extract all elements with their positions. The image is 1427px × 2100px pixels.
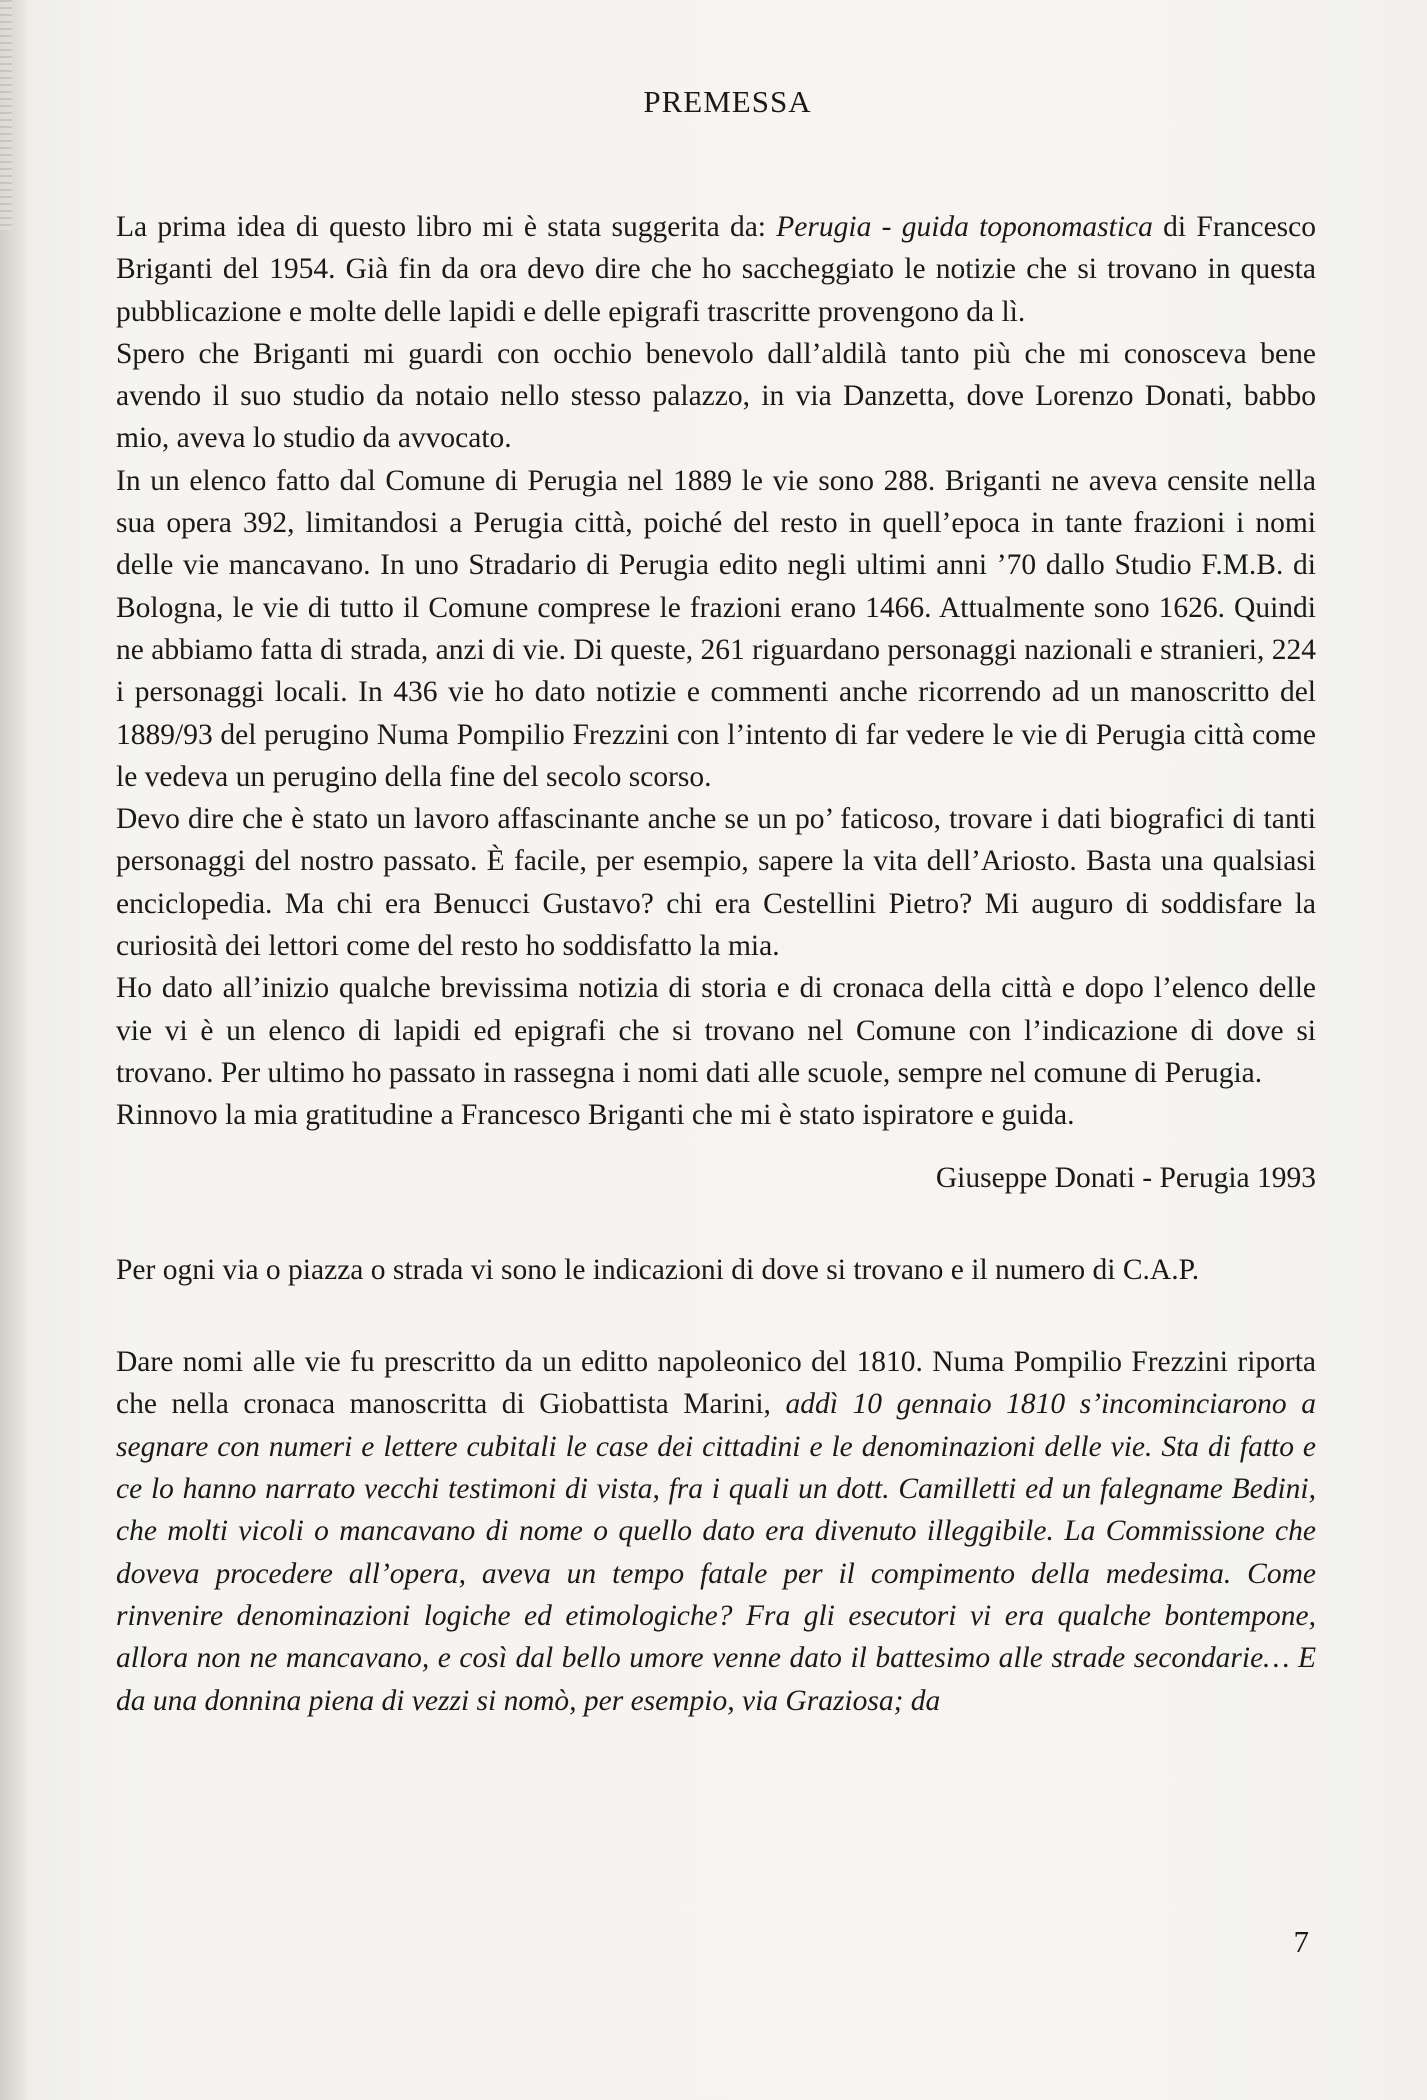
page-title: PREMESSA xyxy=(643,84,812,119)
page-body xyxy=(116,206,1316,1722)
page-number: 7 xyxy=(1293,1924,1309,1959)
author-signature: Giuseppe Donati - Perugia 1993 xyxy=(935,1161,1316,1194)
chronicle-quote: addì 10 gennaio 1810 s’incominciarono a segnare con numeri e lettere cubitali le case dei cittadini e le denominazioni delle vie. Sta di fatto e ce lo hanno narrato vecchi testimoni di vista, fra i quali un dott. Camilletti ed un falegname Bedini, che molti vicoli o mancavano di nome o quello dato era divenuto illeggibile. La Commissione che doveva procedere all’opera, aveva un tempo fatale per il compimento della medesima. Come rinvenire denominazioni logiche ed etimologiche? Fra gli esecutori vi era qualche bontempone, allora non ne mancavano, e così dal bello umore venne dato il battesimo alle strade secondarie… E da una donnina piena di vezzi si nomò, per esempio, via Graziosa; da xyxy=(116,1388,1316,1717)
history-text: Dare nomi alle vie fu prescritto da un editto napoleonico del 1810. Numa Pompilio Frezzini riporta che nella cronaca manoscritta di Giobattista Marini, xyxy=(116,1346,1316,1421)
book-title-reference: Perugia - guida toponomastica xyxy=(776,211,1153,243)
history-paragraph xyxy=(116,1341,1316,1722)
cap-note-paragraph: Per ogni via o piazza o strada vi sono le indicazioni di dove si trovano e il numero di C.A.P. xyxy=(116,1253,1200,1286)
intro-paragraph-1-text-b: di Francesco Briganti del 1954. Già fin da ora devo dire che ho saccheggiato le notizie che si trovano in questa pubblicazione e molte delle lapidi e delle epigrafi trascritte provengono da lì. xyxy=(116,211,1316,328)
intro-paragraph-1-text-a: La prima idea di questo libro mi è stata suggerita da: xyxy=(116,211,777,243)
book-page xyxy=(28,0,1427,2100)
book-binding xyxy=(0,0,28,2100)
intro-paragraph-3: In un elenco fatto dal Comune di Perugia nel 1889 le vie sono 288. Briganti ne aveva censite nella sua opera 392, limitandosi a Perugia città, poiché del resto in quell’epoca in tante frazioni i nomi delle vie mancavano. In uno Stradario di Perugia edito negli ultimi anni ’70 dallo Studio F.M.B. di Bologna, le vie di tutto il Comune comprese le frazioni erano 1466. Attualmente sono 1626. Quindi ne abbiamo fatta di strada, anzi di vie. Di queste, 261 riguardano personaggi nazionali e stranieri, 224 i personaggi locali. In 436 vie ho dato notizie e commenti anche ricorrendo ad un manoscritto del 1889/93 del perugino Numa Pompilio Frezzini con l’intento di far vedere le vie di Perugia città come le vedeva un perugino della fine del secolo scorso. xyxy=(116,464,1316,793)
intro-paragraph-6: Rinnovo la mia gratitudine a Francesco Briganti che mi è stato ispiratore e guida. xyxy=(116,1099,1075,1132)
intro-paragraph-4: Devo dire che è stato un lavoro affascinante anche se un po’ faticoso, trovare i dati biografici di tanti personaggi del nostro passato. È facile, per esempio, sapere la vita dell’Ariosto. Basta una qualsiasi enciclopedia. Ma chi era Benucci Gustavo? chi era Cestellini Pietro? Mi auguro di soddisfare la curiosità dei lettori come del resto ho soddisfatto la mia. xyxy=(116,803,1316,963)
previous-page-edge xyxy=(0,0,12,230)
intro-paragraph-5: Ho dato all’inizio qualche brevissima notizia di storia e di cronaca della città e dopo l’elenco delle vie vi è un elenco di lapidi ed epigrafi che si trovano nel Comune con l’indicazione di dove si trovano. Per ultimo ho passato in rassegna i nomi dati alle scuole, sempre nel comune di Perugia. xyxy=(116,972,1316,1089)
intro-paragraph-1 xyxy=(116,206,1316,333)
intro-paragraph-2: Spero che Briganti mi guardi con occhio benevolo dall’aldilà tanto più che mi conosceva bene avendo il suo studio da notaio nello stesso palazzo, in via Danzetta, dove Lorenzo Donati, babbo mio, aveva lo studio da avvocato. xyxy=(116,337,1316,455)
